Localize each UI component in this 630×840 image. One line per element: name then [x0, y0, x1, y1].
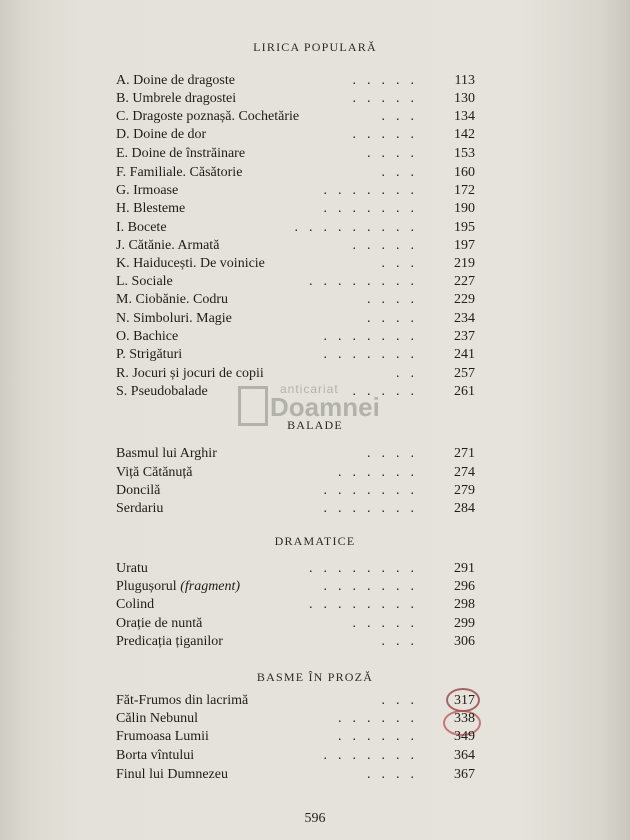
dot-leader: ...	[381, 256, 425, 271]
dot-leader: .......	[323, 201, 425, 216]
dot-leader: .......	[323, 329, 425, 344]
toc-entry-page: 364	[454, 748, 475, 763]
toc-entry-page: 160	[454, 165, 475, 180]
dot-leader: ...	[381, 109, 425, 124]
toc-entry-title: H. Blesteme	[116, 201, 186, 216]
dot-leader: ......	[338, 729, 425, 744]
dot-leader: ........	[309, 561, 425, 576]
toc-entry-page: 142	[454, 127, 475, 142]
toc-entry-page: 190	[454, 201, 475, 216]
toc-entry-title: Viță Cătănuță	[116, 465, 193, 480]
page-number: 596	[304, 811, 326, 826]
dot-leader: .....	[352, 127, 425, 142]
toc-entry-title: B. Umbrele dragostei	[116, 91, 237, 106]
toc-entry-title: D. Doine de dor	[116, 127, 207, 142]
dot-leader: ........	[309, 274, 425, 289]
dot-leader: .......	[323, 183, 425, 198]
toc-entry-title: Frumoasa Lumii	[116, 729, 209, 744]
toc-entry	[116, 709, 475, 728]
dot-leader: ....	[367, 767, 425, 782]
section-heading: BASME ÎN PROZĂ	[256, 670, 374, 684]
toc-entry-title: N. Simboluri. Magie	[116, 311, 232, 326]
dot-leader: ........	[309, 597, 425, 612]
toc-entry-page: 197	[454, 238, 475, 253]
toc-entry-title: Serdariu	[116, 501, 164, 516]
section-heading: DRAMATICE	[274, 534, 356, 548]
dot-leader: ......	[338, 465, 425, 480]
toc-entry	[116, 254, 475, 273]
toc-entry-title: L. Sociale	[116, 274, 173, 289]
toc-entry	[116, 218, 475, 237]
toc-entry	[116, 691, 475, 710]
toc-entry	[116, 125, 475, 144]
toc-entry-page: 298	[454, 597, 475, 612]
toc-entry-page: 271	[454, 446, 475, 461]
toc-entry-title: P. Strigături	[116, 347, 183, 362]
toc-entry-title: Basmul lui Arghir	[116, 446, 217, 461]
toc-entry-title: G. Irmoase	[116, 183, 179, 198]
toc-entry-title: Predicația țiganilor	[116, 634, 223, 649]
toc-entry	[116, 272, 475, 291]
dot-leader: .........	[294, 220, 425, 235]
toc-entry-page: 172	[454, 183, 475, 198]
toc-entry-page: 349	[454, 729, 475, 744]
toc-entry-page: 257	[454, 366, 475, 381]
toc-entry	[116, 181, 475, 200]
toc-entry-page: 306	[454, 634, 475, 649]
toc-entry-title: Făt-Frumos din lacrimă	[116, 693, 249, 708]
toc-entry	[116, 595, 475, 614]
toc-entry-title: Colind	[116, 597, 155, 612]
toc-entry-title: Plugușorul (fragment)	[116, 579, 241, 594]
toc-entry-page: 153	[454, 146, 475, 161]
dot-leader: ....	[367, 446, 425, 461]
dot-leader: ....	[367, 292, 425, 307]
toc-entry-page: 219	[454, 256, 475, 271]
toc-entry-page: 296	[454, 579, 475, 594]
toc-entry-page: 113	[454, 73, 475, 88]
toc-entry	[116, 481, 475, 500]
toc-entry-title: F. Familiale. Căsătorie	[116, 165, 243, 180]
toc-entry-title: S. Pseudobalade	[116, 384, 208, 399]
toc-entry-title: A. Doine de dragoste	[116, 73, 235, 88]
dot-leader: .....	[352, 73, 425, 88]
toc-entry	[116, 746, 475, 765]
toc-entry-page: 299	[454, 616, 475, 631]
toc-entry	[116, 327, 475, 346]
toc-entry-page: 237	[454, 329, 475, 344]
toc-entry-page: 227	[454, 274, 475, 289]
watermark-line1: anticariat	[280, 382, 339, 396]
toc-entry	[116, 89, 475, 108]
toc-entry-page: 279	[454, 483, 475, 498]
toc-entry	[116, 577, 475, 596]
toc-entry-page: 195	[454, 220, 475, 235]
toc-entry	[116, 345, 475, 364]
toc-entry-page: 241	[454, 347, 475, 362]
dot-leader: ......	[338, 711, 425, 726]
toc-entry-title: Călin Nebunul	[116, 711, 199, 726]
dot-leader: ...	[381, 693, 425, 708]
toc-entry	[116, 71, 475, 90]
dot-leader: .....	[352, 91, 425, 106]
dot-leader: .......	[323, 748, 425, 763]
toc-entry	[116, 309, 475, 328]
toc-entry	[116, 614, 475, 633]
toc-entry-title: I. Bocete	[116, 220, 167, 235]
section-heading: BALADE	[287, 418, 343, 432]
toc-entry-page: 284	[454, 501, 475, 516]
toc-entry-page: 274	[454, 465, 475, 480]
dot-leader: ...	[381, 165, 425, 180]
toc-entry-title: C. Dragoste poznașă. Cochetărie	[116, 109, 300, 124]
toc-entry-page: 261	[454, 384, 475, 399]
watermark-line2: Doamnei	[270, 392, 380, 422]
toc-entry	[116, 463, 475, 482]
dot-leader: .......	[323, 579, 425, 594]
toc-entry-page: 291	[454, 561, 475, 576]
toc-entry-title: Orație de nuntă	[116, 616, 203, 631]
dot-leader: ...	[381, 634, 425, 649]
dot-leader: .....	[352, 384, 425, 399]
toc-entry	[116, 632, 475, 651]
toc-entry-page: 229	[454, 292, 475, 307]
toc-entry	[116, 765, 475, 784]
toc-entry-title: Uratu	[116, 561, 148, 576]
dot-leader: .......	[323, 347, 425, 362]
toc-entry	[116, 163, 475, 182]
toc-entry-title: E. Doine de înstrăinare	[116, 146, 246, 161]
toc-entry	[116, 444, 475, 463]
toc-entry	[116, 364, 475, 383]
toc-entry-title: Finul lui Dumnezeu	[116, 767, 228, 782]
toc-entry-page: 130	[454, 91, 475, 106]
toc-entry-page: 367	[454, 767, 475, 782]
toc-entry	[116, 236, 475, 255]
section-heading: LIRICA POPULARĂ	[253, 40, 377, 54]
dot-leader: .......	[323, 501, 425, 516]
toc-entry-page: 338	[454, 711, 475, 726]
toc-entry	[116, 727, 475, 746]
toc-entry-page: 234	[454, 311, 475, 326]
toc-entry-title: O. Bachice	[116, 329, 179, 344]
dot-leader: ....	[367, 311, 425, 326]
dot-leader: .....	[352, 238, 425, 253]
dot-leader: .......	[323, 483, 425, 498]
toc-entry-page: 134	[454, 109, 475, 124]
dot-leader: .....	[352, 616, 425, 631]
dot-leader: ..	[396, 366, 425, 381]
toc-entry	[116, 499, 475, 518]
toc-entry	[116, 559, 475, 578]
toc-entry-title: J. Cătănie. Armată	[116, 238, 220, 253]
toc-entry-title: Borta vîntului	[116, 748, 195, 763]
toc-entry-title: M. Ciobănie. Codru	[116, 292, 228, 307]
toc-entry-title: Doncilă	[116, 483, 161, 498]
toc-entry-title: K. Haiducești. De voinicie	[116, 256, 265, 271]
toc-entry	[116, 382, 475, 401]
toc-entry	[116, 144, 475, 163]
dot-leader: ....	[367, 146, 425, 161]
toc-entry	[116, 290, 475, 309]
toc-entry	[116, 107, 475, 126]
toc-entry-page: 317	[454, 693, 475, 708]
toc-entry-title: R. Jocuri și jocuri de copii	[116, 366, 264, 381]
toc-entry	[116, 199, 475, 218]
